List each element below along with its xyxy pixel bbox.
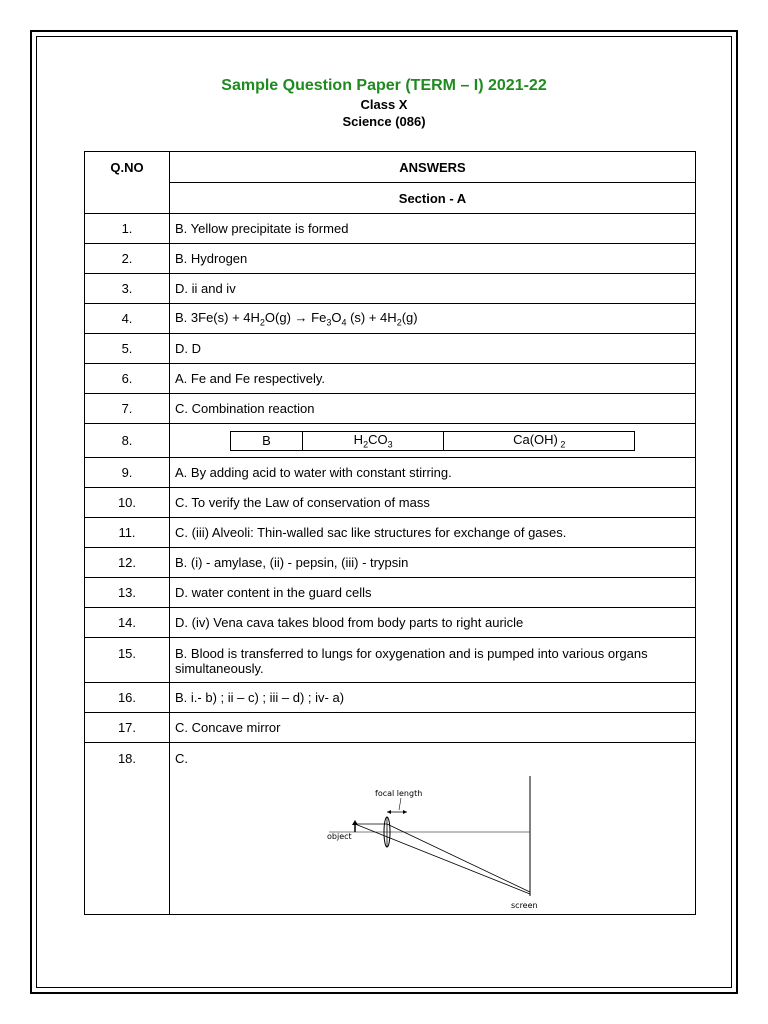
- section-heading: Section - A: [170, 183, 696, 214]
- lens-screen-diagram: [325, 774, 555, 914]
- answer-text: C. (iii) Alveoli: Thin-walled sac like structures for exchange of gases.: [170, 518, 696, 548]
- answer-text: B. i.- b) ; ii – c) ; iii – d) ; iv- a): [170, 683, 696, 713]
- question-number: 11.: [85, 518, 170, 548]
- question-number: 5.: [85, 334, 170, 364]
- table-row: [85, 638, 696, 683]
- question-number: 12.: [85, 548, 170, 578]
- answer-text: D. ii and iv: [170, 274, 696, 304]
- question-number: 18.: [85, 743, 170, 915]
- table-row: [85, 518, 696, 548]
- table-row: [85, 394, 696, 424]
- answer-text: D. (iv) Vena cava takes blood from body parts to right auricle: [170, 608, 696, 638]
- answer-text: C. Concave mirror: [170, 713, 696, 743]
- document-header: [0, 76, 768, 130]
- table-row: [85, 488, 696, 518]
- table-row: [85, 334, 696, 364]
- class-label: Class X: [360, 97, 408, 112]
- table-row: [85, 214, 696, 244]
- answer-text: A. By adding acid to water with constant stirring.: [170, 458, 696, 488]
- q8-formula-caoh2: Ca(OH) $_2$: [444, 431, 635, 450]
- answer-text: B. (i) - amylase, (ii) - pepsin, (iii) - trypsin: [170, 548, 696, 578]
- question-number: 8.: [85, 424, 170, 458]
- question-number: 14.: [85, 608, 170, 638]
- question-number: 16.: [85, 683, 170, 713]
- question-number: 1.: [85, 214, 170, 244]
- question-number: 13.: [85, 578, 170, 608]
- answer-cell-q8: [170, 424, 696, 458]
- table-row: [85, 424, 696, 458]
- paper-title: Sample Question Paper (TERM – I) 2021-22: [221, 77, 547, 94]
- table-row: [85, 458, 696, 488]
- focal-length-label: focal length: [375, 789, 423, 798]
- table-row: [85, 683, 696, 713]
- answers-table: [84, 151, 696, 915]
- answer-text: B. Blood is transferred to lungs for oxygenation and is pumped into various organs simultaneously.: [170, 638, 696, 683]
- q8-answer-table: [230, 431, 635, 451]
- col-header-qno: Q.NO: [85, 152, 170, 214]
- answer-text: D. water content in the guard cells: [170, 578, 696, 608]
- table-row: [85, 304, 696, 334]
- answer-text: C.: [175, 751, 188, 766]
- answer-text: B. Hydrogen: [170, 244, 696, 274]
- answer-text: C. To verify the Law of conservation of mass: [170, 488, 696, 518]
- col-header-answers: ANSWERS: [170, 152, 696, 183]
- q8-formula-h2co3: $H_2CO_3$: [302, 431, 444, 450]
- question-number: 6.: [85, 364, 170, 394]
- answer-cell-q18: [170, 743, 696, 915]
- question-number: 17.: [85, 713, 170, 743]
- question-number: 10.: [85, 488, 170, 518]
- answer-text: D. D: [170, 334, 696, 364]
- table-row: [85, 578, 696, 608]
- table-row: [85, 548, 696, 578]
- table-row: [85, 608, 696, 638]
- table-row: [85, 364, 696, 394]
- table-row: [85, 713, 696, 743]
- table-row: [85, 743, 696, 915]
- q8-option-b: B: [231, 431, 303, 450]
- answer-text: B. Yellow precipitate is formed: [170, 214, 696, 244]
- table-row: [85, 274, 696, 304]
- question-number: 3.: [85, 274, 170, 304]
- answer-text: C. Combination reaction: [170, 394, 696, 424]
- answer-text-equation: B. $3Fe(s) + 4H_2O(g) \to Fe_3O_4$ $(s) + 4H_2(g)$: [170, 304, 696, 334]
- question-number: 15.: [85, 638, 170, 683]
- screen-label: screen: [511, 901, 538, 910]
- question-number: 7.: [85, 394, 170, 424]
- question-number: 2.: [85, 244, 170, 274]
- table-row: [85, 244, 696, 274]
- question-number: 4.: [85, 304, 170, 334]
- answer-text: A. Fe and Fe respectively.: [170, 364, 696, 394]
- question-number: 9.: [85, 458, 170, 488]
- subject-label: Science (086): [342, 114, 426, 129]
- object-label: object: [327, 832, 352, 841]
